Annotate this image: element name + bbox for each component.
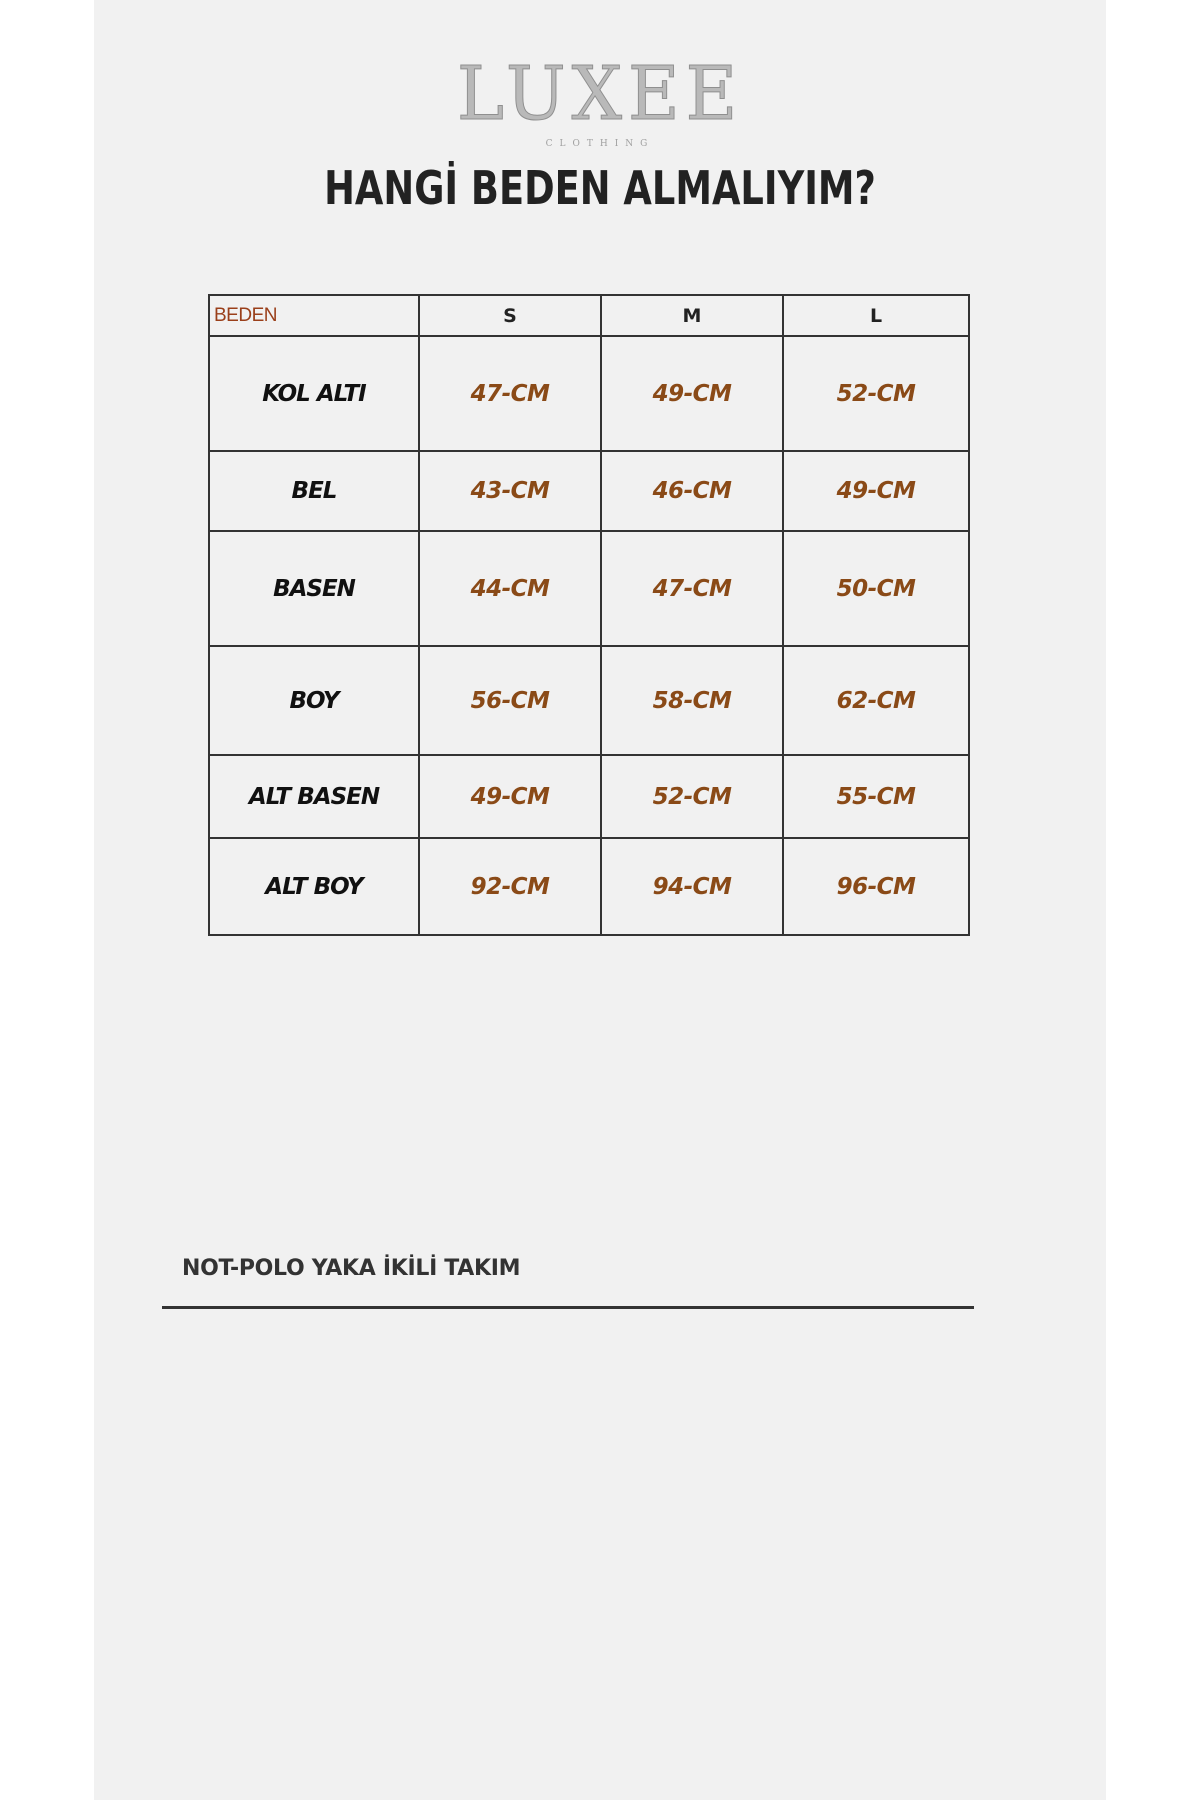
row-label: ALT BOY xyxy=(209,838,419,935)
table-row xyxy=(209,646,969,755)
measurement-cell: 55-CM xyxy=(783,755,969,838)
measurement-cell: 96-CM xyxy=(783,838,969,935)
measurement-cell: 49-CM xyxy=(419,755,601,838)
row-label: BASEN xyxy=(209,531,419,646)
measurement-cell: 46-CM xyxy=(601,451,783,531)
size-guide-page xyxy=(94,0,1106,1800)
measurement-cell: 92-CM xyxy=(419,838,601,935)
table-corner-label: BEDEN xyxy=(209,295,419,336)
table-row xyxy=(209,838,969,935)
logo-subtext: CLOTHING xyxy=(545,139,655,149)
measurement-cell: 49-CM xyxy=(783,451,969,531)
logo-wordmark: LUXEE xyxy=(456,51,744,137)
measurement-cell: 56-CM xyxy=(419,646,601,755)
size-header-l: L xyxy=(783,295,969,336)
size-chart-table xyxy=(208,294,970,936)
row-label: BEL xyxy=(209,451,419,531)
measurement-cell: 47-CM xyxy=(419,336,601,451)
page-title: HANGİ BEDEN ALMALIYIM? xyxy=(324,161,876,215)
row-label: KOL ALTI xyxy=(209,336,419,451)
measurement-cell: 58-CM xyxy=(601,646,783,755)
table-row xyxy=(209,755,969,838)
measurement-cell: 94-CM xyxy=(601,838,783,935)
table-row xyxy=(209,451,969,531)
measurement-cell: 50-CM xyxy=(783,531,969,646)
row-label: BOY xyxy=(209,646,419,755)
table-row xyxy=(209,531,969,646)
measurement-cell: 52-CM xyxy=(601,755,783,838)
size-header-s: S xyxy=(419,295,601,336)
row-label: ALT BASEN xyxy=(209,755,419,838)
product-note: NOT-POLO YAKA İKİLİ TAKIM xyxy=(182,1256,521,1281)
divider xyxy=(162,1306,974,1309)
measurement-cell: 47-CM xyxy=(601,531,783,646)
size-header-m: M xyxy=(601,295,783,336)
measurement-cell: 49-CM xyxy=(601,336,783,451)
table-row xyxy=(209,336,969,451)
table-header-row xyxy=(209,295,969,336)
measurement-cell: 52-CM xyxy=(783,336,969,451)
measurement-cell: 44-CM xyxy=(419,531,601,646)
measurement-cell: 62-CM xyxy=(783,646,969,755)
brand-logo xyxy=(94,52,1106,150)
measurement-cell: 43-CM xyxy=(419,451,601,531)
